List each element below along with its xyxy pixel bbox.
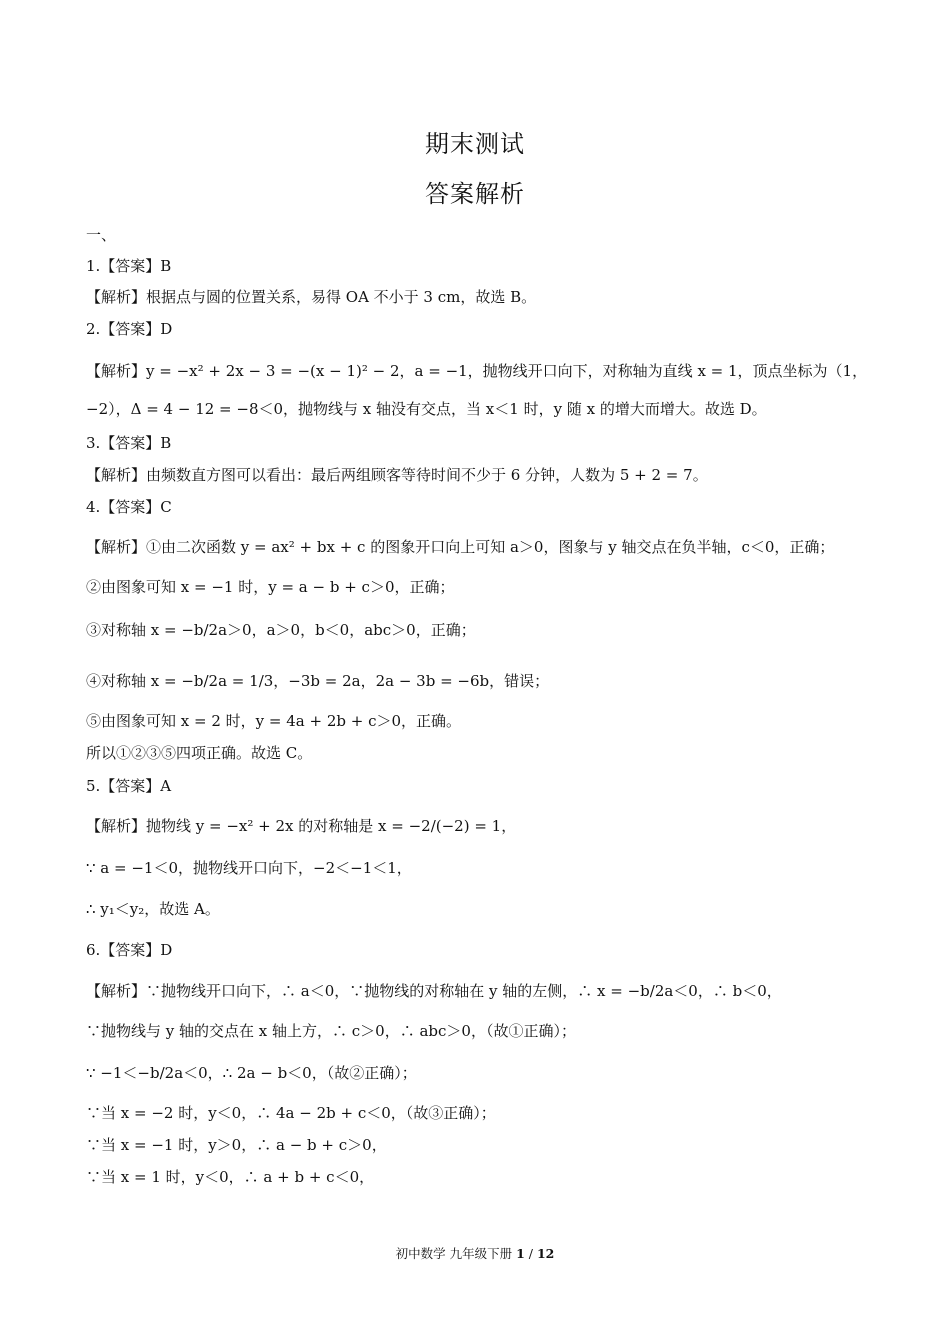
explanation-line: 【解析】y = −x² + 2x − 3 = −(x − 1)² − 2，a = −1，抛物线开口向下，对称轴为直线 x = 1，顶点坐标为（1， [86,362,868,380]
footer-page-number: 1 [516,1246,525,1261]
answer-line: 1.【答案】B [86,257,172,275]
explanation-line: ②由图象可知 x = −1 时，y = a − b + c＞0，正确； [86,578,455,596]
explanation-line: 【解析】①由二次函数 y = ax² + bx + c 的图象开口向上可知 a＞0，图象与 y 轴交点在负半轴，c＜0，正确； [86,538,835,556]
answer-line: 2.【答案】D [86,320,173,338]
explanation-line: ∵抛物线与 y 轴的交点在 x 轴上方，∴ c＞0，∴ abc＞0，（故①正确）； [86,1022,576,1040]
footer-separator: / [528,1246,533,1261]
explanation-line: ∴ y₁＜y₂，故选 A。 [86,900,220,918]
section-heading: 一、 [86,226,117,244]
explanation-line: ∵ a = −1＜0，抛物线开口向下，−2＜−1＜1， [86,859,412,877]
answer-line: 4.【答案】C [86,498,172,516]
explanation-line: −2），Δ = 4 − 12 = −8＜0，抛物线与 x 轴没有交点，当 x＜1 时，y 随 x 的增大而增大。故选 D。 [86,400,767,418]
answer-line: 6.【答案】D [86,941,173,959]
explanation-line: 【解析】∵抛物线开口向下，∴ a＜0，∵抛物线的对称轴在 y 轴的左侧，∴ x = −b/2a＜0，∴ b＜0， [86,982,782,1000]
footer-label: 初中数学 九年级下册 [395,1246,513,1261]
explanation-line: ③对称轴 x = −b/2a＞0，a＞0，b＜0，abc＞0，正确； [86,621,476,639]
explanation-line: 所以①②③⑤四项正确。故选 C。 [86,744,313,762]
explanation-line: ⑤由图象可知 x = 2 时，y = 4a + 2b + c＞0，正确。 [86,712,462,730]
explanation-line: ∵当 x = 1 时，y＜0，∴ a + b + c＜0， [86,1168,375,1186]
footer-page-total: 12 [536,1246,555,1261]
explanation-line: ∵当 x = −2 时，y＜0，∴ 4a − 2b + c＜0，（故③正确）； [86,1104,496,1122]
explanation-line: 【解析】根据点与圆的位置关系，易得 OA 不小于 3 cm，故选 B。 [86,288,537,306]
explanation-line: ∵ −1＜−b/2a＜0，∴ 2a − b＜0，（故②正确）； [86,1064,417,1082]
doc-title: 期末测试 [425,130,525,158]
explanation-line: 【解析】抛物线 y = −x² + 2x 的对称轴是 x = −2/(−2) = 1， [86,817,517,835]
explanation-line: ④对称轴 x = −b/2a = 1/3，−3b = 2a，2a − 3b = −6b，错误； [86,672,550,690]
page-footer [0,1244,950,1262]
explanation-line: 【解析】由频数直方图可以看出：最后两组顾客等待时间不少于 6 分钟，人数为 5 + 2 = 7。 [86,466,708,484]
answer-line: 5.【答案】A [86,777,172,795]
doc-subtitle: 答案解析 [425,180,525,208]
explanation-line: ∵当 x = −1 时，y＞0，∴ a − b + c＞0， [86,1136,387,1154]
answer-line: 3.【答案】B [86,434,172,452]
